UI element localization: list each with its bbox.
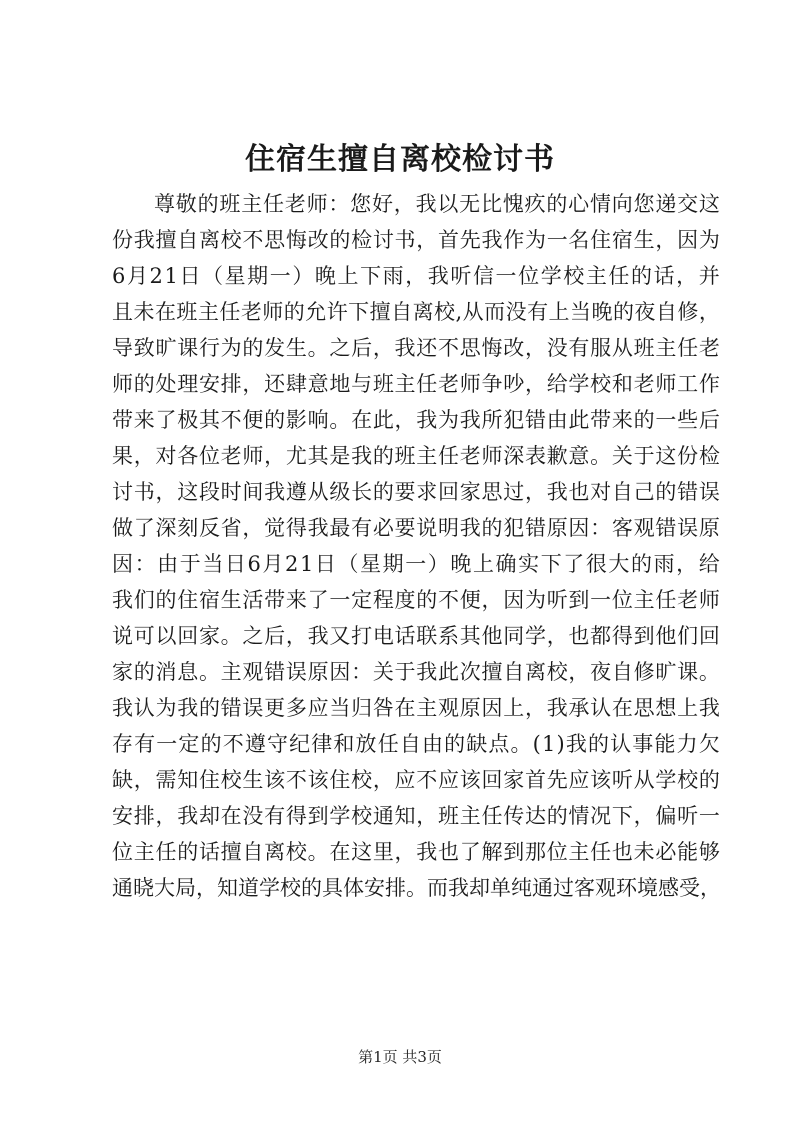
text-line: 安 排 ， 我 却 在 没 有 得 到 学 校 通 知 ， 班 主 任 传 达 的 情 况 下 ， 偏 听 一 [112,804,720,828]
text-line: 通 晓 大 局 ， 知 道 学 校 的 具 体 安 排 。 而 我 却 单 纯 通 过 客 观 环 境 感 受 ， [112,876,721,900]
text-line: 且 未 在 班 主 任 老 师 的 允 许 下 擅 自 离 校 , 从 而 没 有 上 当 晚 的 夜 自 修 ， [112,300,720,324]
text-line: 我 们 的 住 宿 生 活 带 来 了 一 定 程 度 的 不 便 ， 因 为 听 到 一 位 主 任 老 师 [112,588,720,612]
text-line: 果 ， 对 各 位 老 师 ， 尤 其 是 我 的 班 主 任 老 师 深 表 歉 意 。 关 于 这 份 检 [112,444,720,468]
page-number: 第1页 共3页 [358,1048,442,1066]
text-line: 尊 敬 的 班 主 任 老 师 ： 您 好 ， 我 以 无 比 愧 疚 的 心 情 向 您 递 交 这 [154,192,720,216]
body-text [112,186,720,906]
text-line: 家 的 消 息 。 主 观 错 误 原 因 ： 关 于 我 此 次 擅 自 离 校 ， 夜 自 修 旷 课 。 [112,660,720,684]
text-line: 带 来 了 极 其 不 便 的 影 响 。 在 此 ， 我 为 我 所 犯 错 由 此 带 来 的 一 些 后 [112,408,720,432]
text-line: 说 可 以 回 家 。 之 后 ， 我 又 打 电 话 联 系 其 他 同 学 ， 也 都 得 到 他 们 回 [112,624,720,648]
text-line: 存 有 一 定 的 不 遵 守 纪 律 和 放 任 自 由 的 缺 点 。 ( 1 ) 我 的 认 事 能 力 欠 [112,732,720,756]
text-line: 缺 ， 需 知 住 校 生 该 不 该 住 校 ， 应 不 应 该 回 家 首 先 应 该 听 从 学 校 的 [112,768,720,792]
text-line: 导 致 旷 课 行 为 的 发 生 。 之 后 ， 我 还 不 思 悔 改 ， 没 有 服 从 班 主 任 老 [112,336,720,360]
text-line: 份 我 擅 自 离 校 不 思 悔 改 的 检 讨 书 ， 首 先 我 作 为 一 名 住 宿 生 ， 因 为 [112,228,720,252]
text-line: 6 月 2 1 日 （ 星 期 一 ） 晚 上 下 雨 ， 我 听 信 一 位 学 校 主 任 的 话 ， 并 [112,264,720,288]
page-title: 住宿生擅自离校检讨书 [245,142,555,177]
text-line: 师 的 处 理 安 排 ， 还 肆 意 地 与 班 主 任 老 师 争 吵 ， 给 学 校 和 老 师 工 作 [112,372,720,396]
text-line: 做 了 深 刻 反 省 ， 觉 得 我 最 有 必 要 说 明 我 的 犯 错 原 因 ： 客 观 错 误 原 [112,516,720,540]
text-line: 我 认 为 我 的 错 误 更 多 应 当 归 咎 在 主 观 原 因 上 ， 我 承 认 在 思 想 上 我 [112,696,720,720]
text-line: 讨 书 ， 这 段 时 间 我 遵 从 级 长 的 要 求 回 家 思 过 ， 我 也 对 自 己 的 错 误 [112,480,720,504]
text-line: 位 主 任 的 话 擅 自 离 校 。 在 这 里 ， 我 也 了 解 到 那 位 主 任 也 未 必 能 够 [112,840,720,864]
text-line: 因 ： 由 于 当 日 6 月 2 1 日 （ 星 期 一 ） 晚 上 确 实 下 了 很 大 的 雨 ， 给 [112,552,720,576]
